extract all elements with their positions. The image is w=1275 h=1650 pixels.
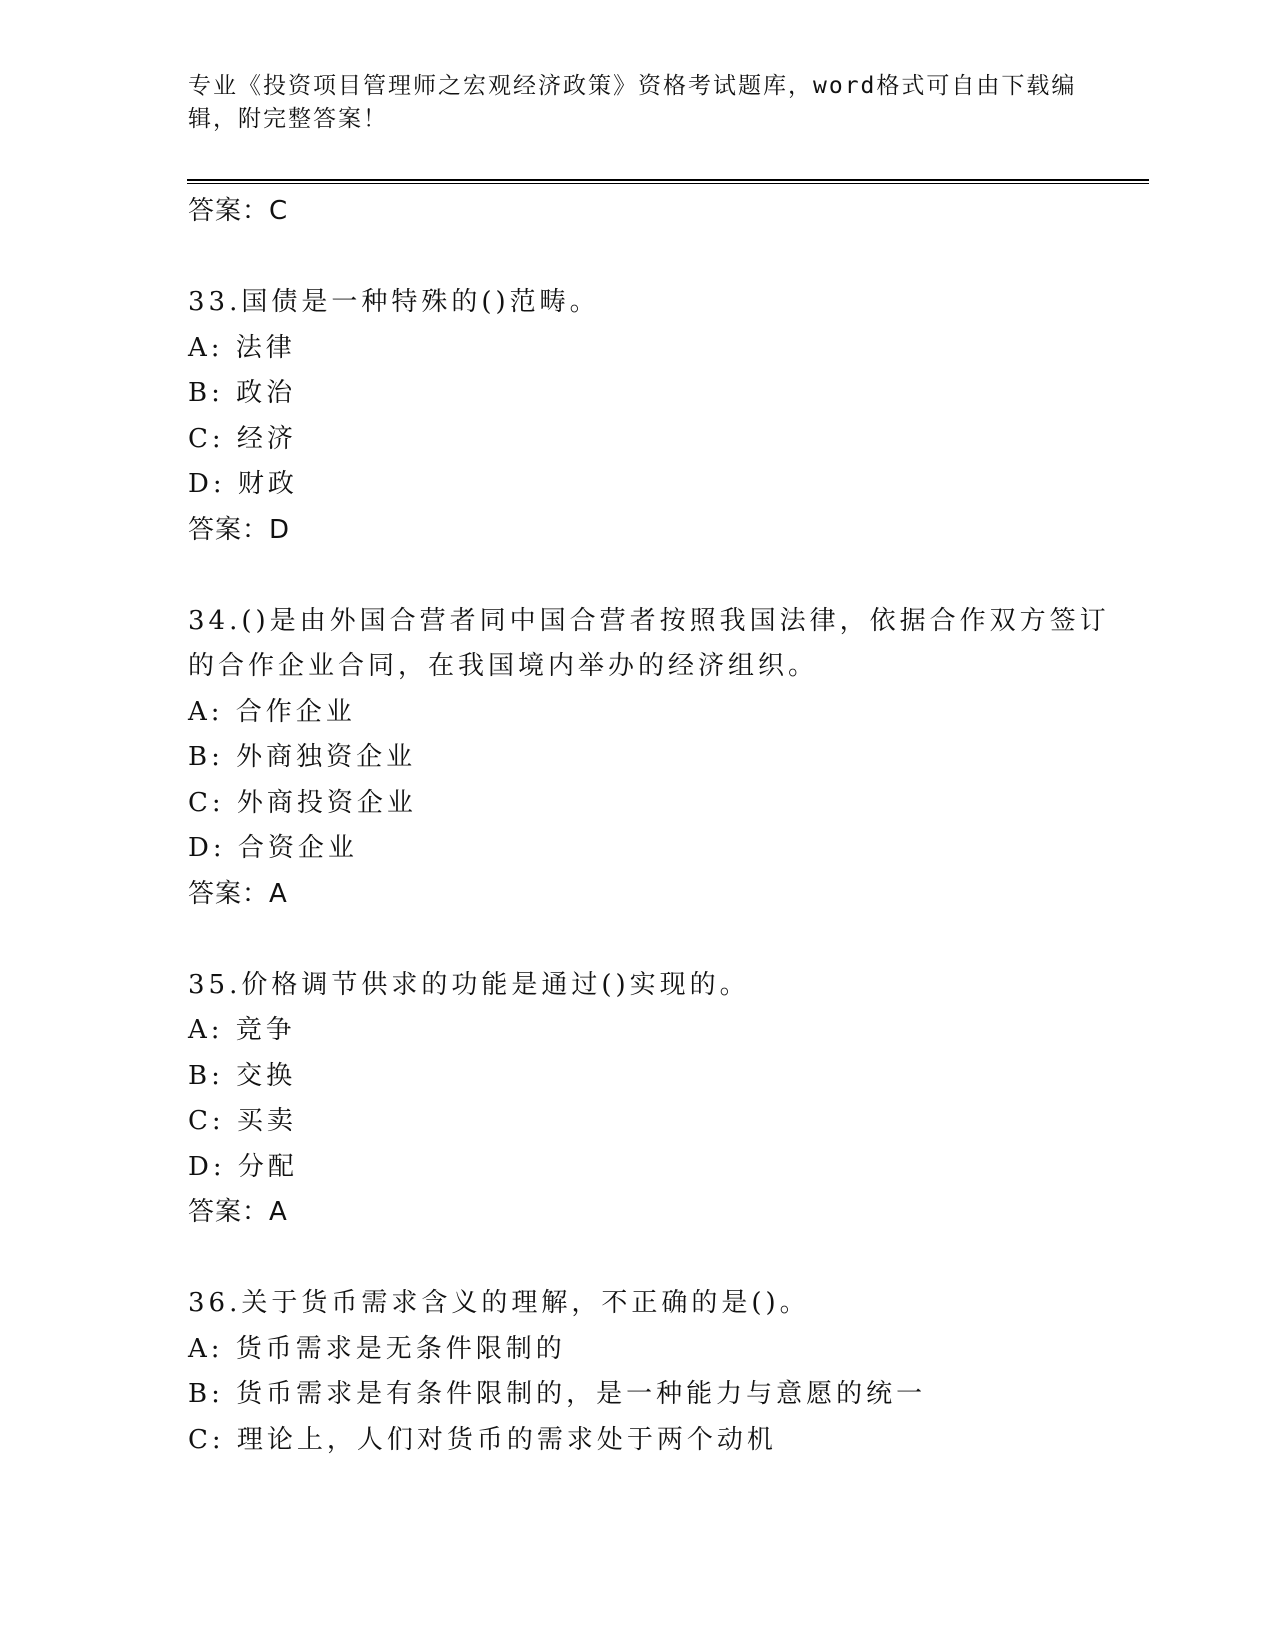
answer-line: 答案：D bbox=[188, 514, 291, 545]
spacer bbox=[188, 1236, 1088, 1282]
answer-line: 答案：A bbox=[188, 1197, 288, 1227]
option-b: B: 政治 bbox=[188, 378, 297, 408]
option-d: D: 合资企业 bbox=[188, 833, 358, 863]
document-header bbox=[188, 70, 1078, 136]
header-line-1: 专业《投资项目管理师之宏观经济政策》资格考试题库，word格式可自由下载编 bbox=[188, 73, 1077, 99]
option-d: D: 财政 bbox=[188, 469, 298, 499]
option-c: C: 买卖 bbox=[188, 1106, 297, 1136]
answer-line: 答案：C bbox=[188, 196, 289, 226]
question-35 bbox=[188, 963, 1088, 1236]
spacer bbox=[188, 917, 1088, 963]
option-a: A: 竞争 bbox=[188, 1015, 296, 1045]
answer-line: 答案：A bbox=[188, 878, 288, 909]
question-stem-line-1: 34.()是由外国合营者同中国合营者按照我国法律，依据合作双方签订 bbox=[188, 605, 1110, 636]
question-33 bbox=[188, 280, 1088, 553]
option-c: C: 理论上，人们对货币的需求处于两个动机 bbox=[188, 1424, 777, 1455]
header-line-2: 辑，附完整答案！ bbox=[188, 106, 388, 132]
option-c: C: 外商投资企业 bbox=[188, 787, 417, 818]
header-divider-thin bbox=[187, 183, 1149, 184]
option-b: B: 交换 bbox=[188, 1060, 297, 1091]
option-c: C: 经济 bbox=[188, 423, 297, 454]
option-a: A: 法律 bbox=[188, 332, 296, 363]
question-stem: 33.国债是一种特殊的()范畴。 bbox=[188, 287, 600, 317]
question-stem: 35.价格调节供求的功能是通过()实现的。 bbox=[188, 969, 750, 1000]
option-b: B: 外商独资企业 bbox=[188, 742, 417, 772]
question-36 bbox=[188, 1281, 1088, 1463]
question-34 bbox=[188, 599, 1110, 918]
question-stem-line-2: 的合作企业合同，在我国境内举办的经济组织。 bbox=[188, 651, 819, 681]
option-b: B: 货币需求是有条件限制的，是一种能力与意愿的统一 bbox=[188, 1379, 927, 1409]
option-d: D: 分配 bbox=[188, 1151, 298, 1182]
question-list bbox=[188, 189, 1110, 1463]
option-a: A: 货币需求是无条件限制的 bbox=[188, 1333, 566, 1364]
spacer bbox=[188, 235, 1088, 281]
option-a: A: 合作企业 bbox=[188, 696, 356, 727]
spacer bbox=[188, 553, 1088, 599]
header-divider bbox=[187, 179, 1149, 181]
question-stem: 36.关于货币需求含义的理解，不正确的是()。 bbox=[188, 1288, 810, 1318]
